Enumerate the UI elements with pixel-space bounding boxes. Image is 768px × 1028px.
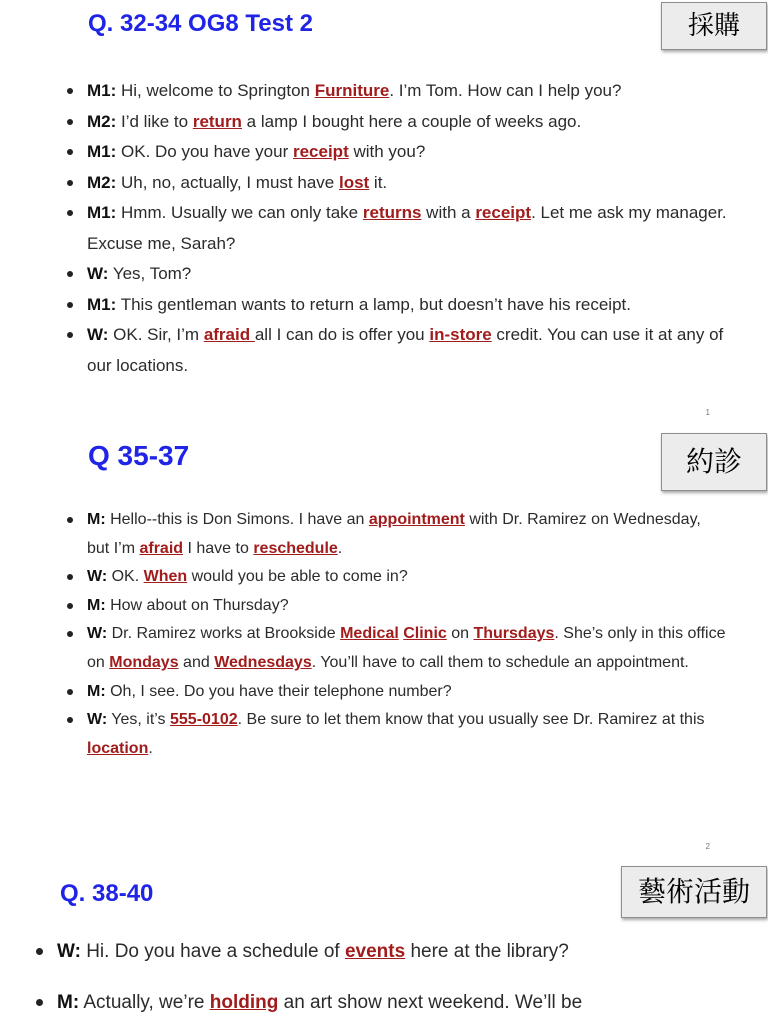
dialogue-text: Hello--this is Don Simons. I have an (105, 511, 369, 528)
topic-tag: 藝術活動 (621, 866, 767, 918)
question-title: Q. 38-40 (60, 880, 154, 907)
dialogue-text: This gentleman wants to return a lamp, but doesn’t have his receipt. (116, 294, 631, 314)
question-title: Q 35-37 (88, 440, 190, 471)
speaker-label: W: (87, 264, 109, 283)
dialogue-text: here at the library? (405, 941, 569, 962)
dialogue-text: Hmm. Usually we can only take (116, 203, 363, 222)
speaker-label: M1: (87, 142, 117, 161)
dialogue-line (87, 259, 727, 290)
keyword-highlight: Mondays (109, 653, 179, 671)
dialogue-text: Uh, no, actually, I must have (116, 172, 339, 192)
dialogue-text: How about on Thursday? (105, 596, 289, 614)
speaker-label: W: (87, 325, 109, 344)
speaker-label: M1: (87, 203, 117, 222)
keyword-highlight: Thursdays (473, 625, 555, 643)
dialogue-line (87, 563, 727, 592)
keyword-highlight: When (143, 568, 188, 586)
keyword-highlight: return (192, 111, 242, 131)
dialogue-text: an art show next weekend. We’ll be (278, 992, 583, 1013)
dialogue-text: . She’s only in this office on (87, 625, 726, 671)
dialogue-text: OK. Sir, I’m (108, 325, 204, 344)
keyword-highlight: returns (362, 203, 422, 222)
dialogue-text: Yes, Tom? (108, 264, 192, 283)
dialogue-list (87, 506, 727, 763)
dialogue-text: Oh, I see. Do you have their telephone number? (105, 682, 452, 700)
dialogue-text: with a (421, 203, 476, 222)
keyword-highlight: reschedule (253, 539, 338, 557)
dialogue-text: OK. Do you have your (116, 142, 293, 161)
keyword-highlight: Furniture (314, 81, 390, 100)
speaker-label: W: (87, 625, 108, 643)
speaker-label: M: (87, 511, 106, 528)
dialogue-text: Hi. Do you have a schedule of (80, 941, 345, 962)
dialogue-line (87, 678, 727, 707)
dialogue-line (87, 290, 727, 321)
slide-2 (0, 420, 768, 860)
dialogue-line (87, 198, 727, 259)
speaker-label: M2: (87, 111, 117, 131)
dialogue-text: with you? (348, 142, 426, 161)
dialogue-text: . (337, 539, 343, 557)
dialogue-list (57, 926, 737, 1028)
dialogue-line (87, 706, 727, 763)
question-title: Q. 32-34 OG8 Test 2 (88, 10, 313, 37)
page-number: 2 (705, 842, 710, 851)
keyword-highlight: holding (209, 992, 279, 1013)
dialogue-line (57, 977, 737, 1028)
keyword-highlight: afraid (203, 325, 255, 344)
keyword-highlight: location (87, 739, 149, 757)
dialogue-text: a lamp I bought here a couple of weeks ago. (241, 111, 582, 131)
slide-1 (0, 0, 768, 420)
dialogue-text: I have to (183, 539, 254, 557)
dialogue-text: and (178, 653, 215, 671)
dialogue-text: . (148, 739, 153, 757)
dialogue-line (87, 620, 727, 677)
dialogue-text: . Be sure to let them know that you usually see Dr. Ramirez at this (237, 711, 705, 729)
dialogue-text: would you be able to come in? (187, 568, 408, 586)
dialogue-text: Dr. Ramirez works at Brookside (107, 625, 341, 643)
dialogue-text: on (446, 625, 474, 643)
page-number: 1 (705, 408, 710, 417)
keyword-highlight: Medical (340, 625, 399, 643)
topic-tag: 採購 (661, 2, 767, 50)
speaker-label: M1: (87, 294, 117, 314)
dialogue-line (87, 137, 727, 168)
speaker-label: W: (87, 711, 108, 729)
dialogue-line (87, 76, 727, 107)
speaker-label: M: (87, 682, 106, 700)
keyword-highlight: receipt (292, 142, 349, 161)
dialogue-text: I’d like to (116, 111, 193, 131)
keyword-highlight: appointment (368, 511, 465, 528)
keyword-highlight: Clinic (403, 625, 447, 643)
speaker-label: M: (57, 992, 80, 1013)
speaker-label: W: (87, 568, 108, 586)
dialogue-text: with Dr. Ramirez on Wednesday, but I’m (87, 511, 701, 557)
dialogue-text: credit. You can use it at any of our locations. (87, 325, 724, 375)
dialogue-line (57, 926, 737, 977)
dialogue-text: it. (369, 172, 388, 192)
keyword-highlight: events (344, 941, 406, 962)
dialogue-text: . I’m Tom. How can I help you? (389, 81, 622, 100)
speaker-label: M1: (87, 81, 117, 100)
dialogue-line (87, 168, 727, 199)
keyword-highlight: 555-0102 (170, 711, 238, 729)
keyword-highlight: in-store (429, 325, 492, 344)
dialogue-text: . You’ll have to call them to schedule an appointment. (311, 653, 689, 671)
dialogue-line (87, 107, 727, 138)
speaker-label: W: (57, 941, 81, 962)
dialogue-text: all I can do is offer you (254, 325, 430, 344)
dialogue-text: OK. (107, 568, 144, 586)
keyword-highlight: Wednesdays (214, 653, 312, 671)
dialogue-text: Actually, we’re (79, 992, 210, 1013)
keyword-highlight: lost (338, 172, 370, 192)
dialogue-line (87, 506, 727, 563)
topic-tag: 約診 (661, 433, 767, 491)
keyword-highlight: afraid (139, 539, 184, 557)
dialogue-line (87, 592, 727, 621)
dialogue-text: . Let me ask my manager. Excuse me, Sarah? (87, 203, 727, 253)
dialogue-list (87, 76, 727, 381)
speaker-label: M2: (87, 172, 117, 192)
keyword-highlight: receipt (475, 203, 532, 222)
dialogue-line (87, 320, 727, 381)
dialogue-text: Yes, it’s (107, 711, 170, 729)
dialogue-text: Hi, welcome to Springton (116, 81, 315, 100)
slide-3 (0, 860, 768, 1024)
speaker-label: M: (87, 596, 106, 614)
